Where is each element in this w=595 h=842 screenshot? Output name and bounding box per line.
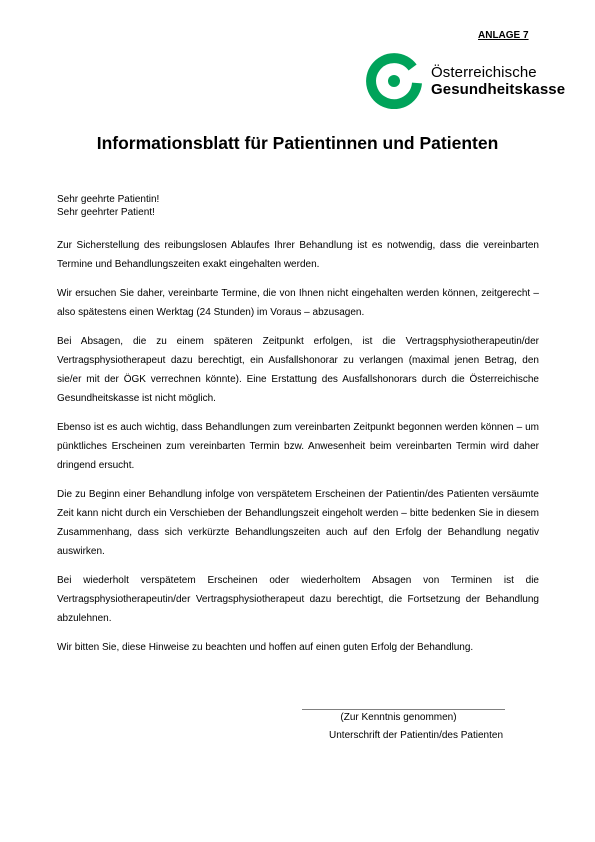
paragraph-7: Wir bitten Sie, diese Hinweise zu beachten und hoffen auf einen guten Erfolg der Behandlung. (57, 642, 474, 653)
signature-block (302, 699, 505, 741)
paragraph-1: Zur Sicherstellung des reibungslosen Ablaufes Ihrer Behandlung ist es notwendig, dass die vereinbarten Termine und Behandlungszeiten exakt eingehalten werden. (57, 240, 539, 270)
salutation (57, 193, 539, 219)
document-body (57, 193, 539, 667)
oegk-logo-icon (366, 53, 422, 109)
salutation-female: Sehr geehrte Patientin! (57, 194, 160, 205)
paragraph-3: Bei Absagen, die zu einem späteren Zeitpunkt erfolgen, ist die Vertragsphysiotherapeutin/der Vertragsphysiotherapeut dazu berechtigt, ein Ausfallshonorar zu verlangen (maximal jenen Betrag, den sie/er mit der ÖGK verrechnen könnte). Eine Erstattung des Ausfallshonorars durch die Österreichische Gesundheitskasse ist nicht möglich. (57, 336, 539, 404)
paragraph-5: Die zu Beginn einer Behandlung infolge von verspätetem Erscheinen der Patientin/des Patienten versäumte Zeit kann nicht durch ein Verschieben der Behandlungszeit eingeholt werden – bitte bedenken Sie in diesem Zusammenhang, dass sich verkürzte Behandlungszeiten auch auf den Erfolg der Behandlung negativ auswirken. (57, 489, 539, 557)
oegk-logo (366, 53, 565, 109)
salutation-male: Sehr geehrter Patient! (57, 207, 155, 218)
paragraph-2: Wir ersuchen Sie daher, vereinbarte Termine, die von Ihnen nicht eingehalten werden können, zeitgerecht – also spätestens einen Werktag (24 Stunden) im Voraus – abzusagen. (57, 288, 539, 318)
paragraph-6: Bei wiederholt verspätetem Erscheinen oder wiederholtem Absagen von Terminen ist die Vertragsphysiotherapeutin/der Vertragsphysiotherapeut dazu berechtigt, die Fortsetzung der Behandlung abzulehnen. (57, 575, 539, 624)
annex-label: ANLAGE 7 (478, 30, 529, 41)
signature-line[interactable] (302, 709, 505, 710)
paragraph-4: Ebenso ist es auch wichtig, dass Behandlungen zum vereinbarten Zeitpunkt begonnen werden können – um pünktliches Erscheinen zum vereinbarten Termin bzw. Anwesenheit beim vereinbarten Termin wird daher dringend ersucht. (57, 422, 539, 471)
document-title: Informationsblatt für Patientinnen und Patienten (96, 133, 499, 153)
logo-line-1: Österreichische (431, 64, 537, 81)
logo-wordmark (431, 64, 565, 98)
signature-label: Unterschrift der Patientin/des Patienten (329, 730, 503, 741)
logo-line-2: Gesundheitskasse (431, 81, 566, 98)
acknowledged-note: (Zur Kenntnis genommen) (340, 712, 457, 723)
